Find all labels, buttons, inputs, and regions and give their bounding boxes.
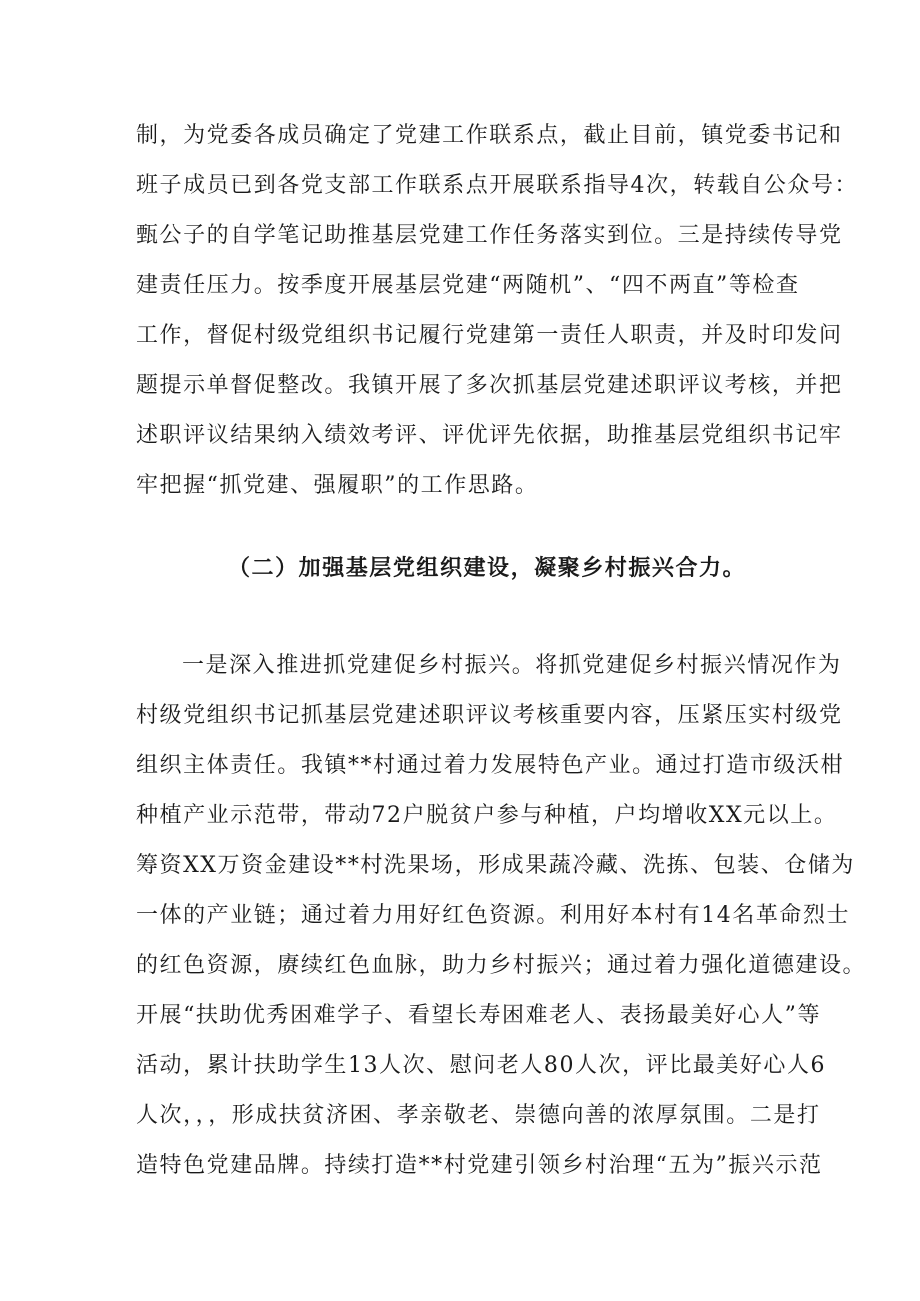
paragraph-1-line-3: 甄公子的自学笔记助推基层党建工作任务落实到位。三是持续传导党 [136, 223, 843, 248]
paragraph-1-line-8: 牢把握“抓党建、强履职”的工作思路。 [136, 473, 539, 498]
section-heading: （二）加强基层党组织建设，凝聚乡村振兴合力。 [228, 555, 747, 581]
paragraph-1-line-6: 题提示单督促整改。我镇开展了多次抓基层党建述职评议考核，并把 [136, 373, 843, 398]
paragraph-2-line-4: 种植产业示范带，带动72户脱贫户参与种植，户均增收XX元以上。 [136, 803, 838, 828]
paragraph-2-line-6: 一体的产业链；通过着力用好红色资源。利用好本村有14名革命烈士 [136, 903, 851, 928]
paragraph-2-line-1: 一是深入推进抓党建促乡村振兴。将抓党建促乡村振兴情况作为 [182, 653, 842, 678]
paragraph-2-line-7: 的红色资源，赓续红色血脉，助力乡村振兴；通过着力强化道德建设。 [136, 953, 867, 978]
paragraph-2-line-3: 组织主体责任。我镇**村通过着力发展特色产业。通过打造市级沃柑 [136, 753, 845, 778]
paragraph-2-line-11: 造特色党建品牌。持续打造**村党建引领乡村治理“五为”振兴示范 [136, 1153, 823, 1178]
paragraph-1-line-7: 述职评议结果纳入绩效考评、评优评先依据，助推基层党组织书记牢 [136, 423, 843, 448]
paragraph-2-line-2: 村级党组织书记抓基层党建述职评议考核重要内容，压紧压实村级党 [136, 703, 843, 728]
paragraph-1-line-1: 制，为党委各成员确定了党建工作联系点，截止目前，镇党委书记和 [136, 123, 843, 148]
paragraph-2-line-10: 人次，，，形成扶贫济困、孝亲敬老、崇德向善的浓厚氛围。二是打 [136, 1103, 821, 1128]
paragraph-2-line-8: 开展“扶助优秀困难学子、看望长寿困难老人、表扬最美好心人”等 [136, 1003, 821, 1028]
paragraph-2-line-9: 活动，累计扶助学生13人次、慰问老人80人次，评比最美好心人6 [136, 1053, 827, 1078]
paragraph-1-line-5: 工作，督促村级党组织书记履行党建第一责任人职责，并及时印发问 [136, 323, 843, 348]
paragraph-1-line-2: 班子成员已到各党支部工作联系点开展联系指导4次，转载自公众号： [136, 173, 859, 198]
paragraph-1-line-4: 建责任压力。按季度开展基层党建“两随机”、“四不两直”等检查 [136, 273, 800, 298]
paragraph-2-line-5: 筹资XX万资金建设**村洗果场，形成果蔬冷藏、洗拣、包装、仓储为 [136, 853, 855, 878]
